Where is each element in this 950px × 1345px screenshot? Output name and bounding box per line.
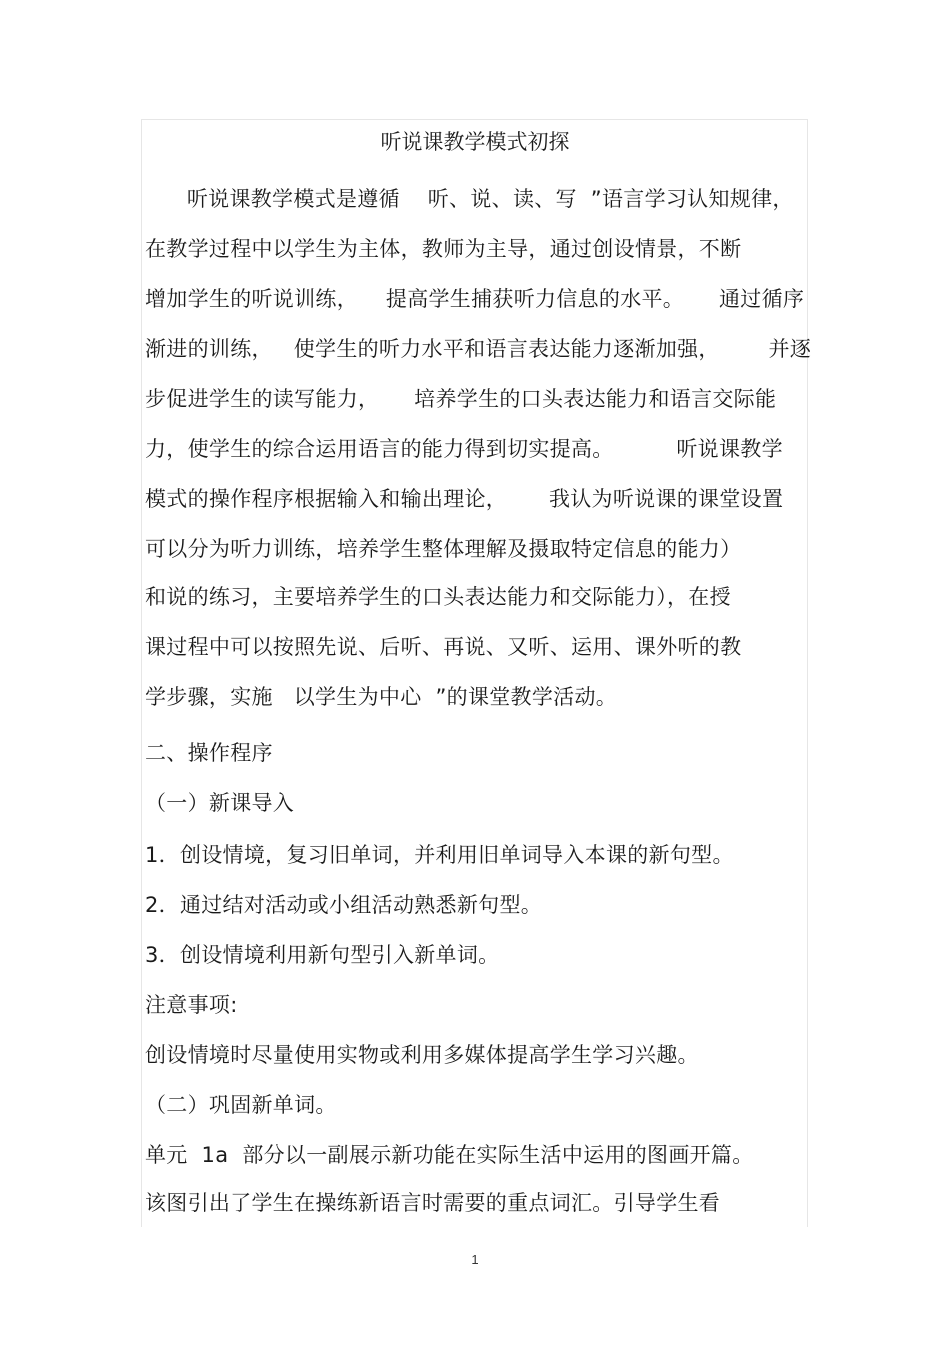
- page-number: 1: [471, 1252, 479, 1267]
- paragraph-line: 步促进学生的读写能力， 培养学生的口头表达能力和语言交际能: [145, 387, 777, 411]
- step-item: 2．通过结对活动或小组活动熟悉新句型。: [145, 893, 543, 917]
- section-heading: 二、操作程序: [145, 741, 273, 765]
- notes-label: 注意事项:: [145, 993, 238, 1017]
- paragraph-line: 听说课教学模式是遵循 听、说、读、写 ”语言学习认知规律，: [145, 187, 794, 211]
- paragraph-line: 课过程中可以按照先说、后听、再说、又听、运用、课外听的教: [145, 635, 742, 659]
- document-title: 听说课教学模式初探: [380, 130, 570, 154]
- paragraph-line: 学步骤，实施 以学生为中心 ”的课堂教学活动。: [145, 685, 618, 709]
- paragraph-line: 该图引出了学生在操练新语言时需要的重点词汇。引导学生看: [145, 1191, 721, 1215]
- notes-text: 创设情境时尽量使用实物或利用多媒体提高学生学习兴趣。: [145, 1043, 699, 1067]
- paragraph-line: 可以分为听力训练，培养学生整体理解及摄取特定信息的能力）: [145, 537, 742, 561]
- paragraph-line: 渐进的训练， 使学生的听力水平和语言表达能力逐渐加强， 并逐: [145, 337, 812, 361]
- step-item: 3．创设情境利用新句型引入新单词。: [145, 943, 500, 967]
- paragraph-line: 单元 1a 部分以一副展示新功能在实际生活中运用的图画开篇。: [145, 1143, 754, 1167]
- paragraph-line: 模式的操作程序根据输入和输出理论， 我认为听说课的课堂设置: [145, 487, 784, 511]
- subsection-heading: （一）新课导入: [145, 791, 295, 815]
- paragraph-line: 力，使学生的综合运用语言的能力得到切实提高。 听说课教学: [145, 437, 783, 461]
- paragraph-line: 在教学过程中以学生为主体，教师为主导，通过创设情景，不断: [145, 237, 742, 261]
- subsection-heading: （二）巩固新单词。: [145, 1093, 337, 1117]
- paragraph-line: 和说的练习，主要培养学生的口头表达能力和交际能力），在授: [145, 585, 731, 609]
- paragraph-line: 增加学生的听说训练， 提高学生捕获听力信息的水平。 通过循序: [145, 287, 805, 311]
- step-item: 1．创设情境，复习旧单词，并利用旧单词导入本课的新句型。: [145, 843, 734, 867]
